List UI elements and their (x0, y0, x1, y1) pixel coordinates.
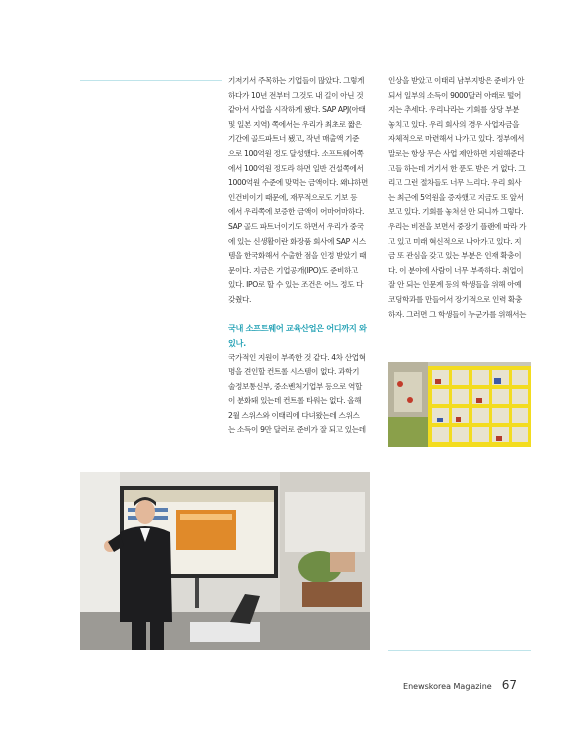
page-number: 67 (501, 678, 517, 692)
text-line: 기저기서 주목하는 기업들이 많았다. 그렇게 (228, 76, 365, 85)
presenter-photo (80, 472, 370, 650)
text-line: 하다가 10년 전부터 그것도 내 길이 아닌 것 (228, 90, 364, 100)
text-line: 리고 그런 절차들도 너무 느리다. 우리 회사 (388, 178, 522, 188)
text-line: 국가적인 지원이 부족한 것 같다. 4차 산업혁 (228, 352, 366, 362)
magazine-name: Enewskorea Magazine (403, 682, 492, 691)
text-line: 템을 한국화해서 수출한 점을 인정 받았기 때 (228, 251, 367, 261)
text-line: 이 분화돼 있는데 컨트롤 타워는 없다. 올해 (228, 396, 362, 406)
text-line: 보고 있다. 기회를 놓쳐선 안 되니까 그렇다. (388, 207, 524, 217)
text-line: 같아서 사업을 시작하게 됐다. SAP APJ(아태 (228, 105, 366, 115)
paragraph (228, 74, 374, 308)
text-line: 고 있고 미래 혁신적으로 나아가고 있다. 지 (388, 236, 522, 246)
text-line: 2월 스위스와 이태리에 다녀왔는데 스위스 (228, 410, 360, 420)
text-line: 고들 하는데 거기서 한 푼도 받은 거 없다. 그 (388, 163, 526, 173)
text-line: 있나. (228, 337, 246, 348)
shelf-photo (388, 362, 531, 447)
text-line: 잘 안 되는 인문계 등의 학생들을 위해 아예 (388, 280, 522, 290)
paragraph (228, 351, 374, 439)
text-line: SAP 골드 파트너이기도 하면서 우리가 중국 (228, 221, 364, 231)
bottom-right-rule (388, 650, 531, 651)
text-column-right (388, 74, 532, 322)
text-line: 및 일본 지역) 쪽에서는 우리가 최초로 짧은 (228, 119, 362, 129)
text-line: 국내 소프트웨어 교육산업은 어디까지 와 (228, 322, 367, 333)
text-line: 으로 100억원 정도 달성했다. 소프트웨어쪽 (228, 148, 364, 158)
text-line: 에서 100억원 정도라 하면 일반 건설쪽에서 (228, 163, 364, 173)
text-line: 는 최근에 5억원을 증자했고 지금도 또 앞서 (388, 192, 524, 202)
text-line: 는 소득이 9만 달러로 준비가 잘 되고 있는데 (228, 425, 366, 435)
section-heading (228, 321, 374, 351)
text-line: 있다. IPO로 할 수 있는 조건은 어느 정도 다 (228, 280, 364, 290)
text-line: 자체적으로 마련해서 나가고 있다. 정부에서 (388, 134, 525, 144)
text-line: 기간에 골드파트너 됐고, 작년 매출액 기준 (228, 134, 360, 144)
text-line: 문이다. 지금은 기업공개(IPO)도 준비하고 (228, 265, 359, 275)
page-footer (403, 678, 517, 692)
text-line: 인건비이기 때문에, 재무적으로도 기보 등 (228, 192, 358, 202)
text-line: 놓치고 있다. 우리 회사의 경우 사업자금을 (388, 119, 520, 129)
text-line: 인상을 받았고 이태리 남부지방은 준비가 안 (388, 76, 525, 85)
text-line: 갖췄다. (228, 294, 252, 304)
top-left-rule (80, 80, 222, 81)
text-line: 1000억원 수준에 맞먹는 금액이다. 왜냐하면 (228, 178, 369, 188)
text-line: 하자. 그러면 그 학생들이 누군가를 위해서는 (388, 309, 527, 319)
text-line: 우리는 비전을 보면서 중장기 플랜에 따라 가 (388, 221, 527, 231)
text-line: 금 또 관심을 갖고 있는 부분은 인재 확충이 (388, 251, 522, 261)
text-line: 술정보통신부, 중소벤처기업부 등으로 역할 (228, 381, 362, 391)
text-line: 에서 우리쪽에 보증한 금액이 어마어마하다. (228, 207, 365, 217)
text-line: 말로는 항상 무슨 사업 제안하면 지원해준다 (388, 148, 525, 158)
paragraph (388, 74, 532, 322)
text-column-left (228, 74, 374, 438)
text-line: 코딩학과를 만들어서 장기적으로 인력 확충 (388, 294, 522, 304)
text-line: 되서 일부의 소득이 9000달러 아래로 떨어 (388, 90, 522, 100)
text-line: 에 있는 신생활이란 화장품 회사에 SAP 시스 (228, 236, 366, 246)
text-line: 지는 추세다. 우리나라는 기회를 상당 부분 (388, 105, 520, 115)
text-line: 명을 견인할 컨트롤 시스템이 없다. 과학기 (228, 367, 360, 377)
text-line: 다. 이 분야에 사람이 너무 부족하다. 취업이 (388, 265, 524, 275)
